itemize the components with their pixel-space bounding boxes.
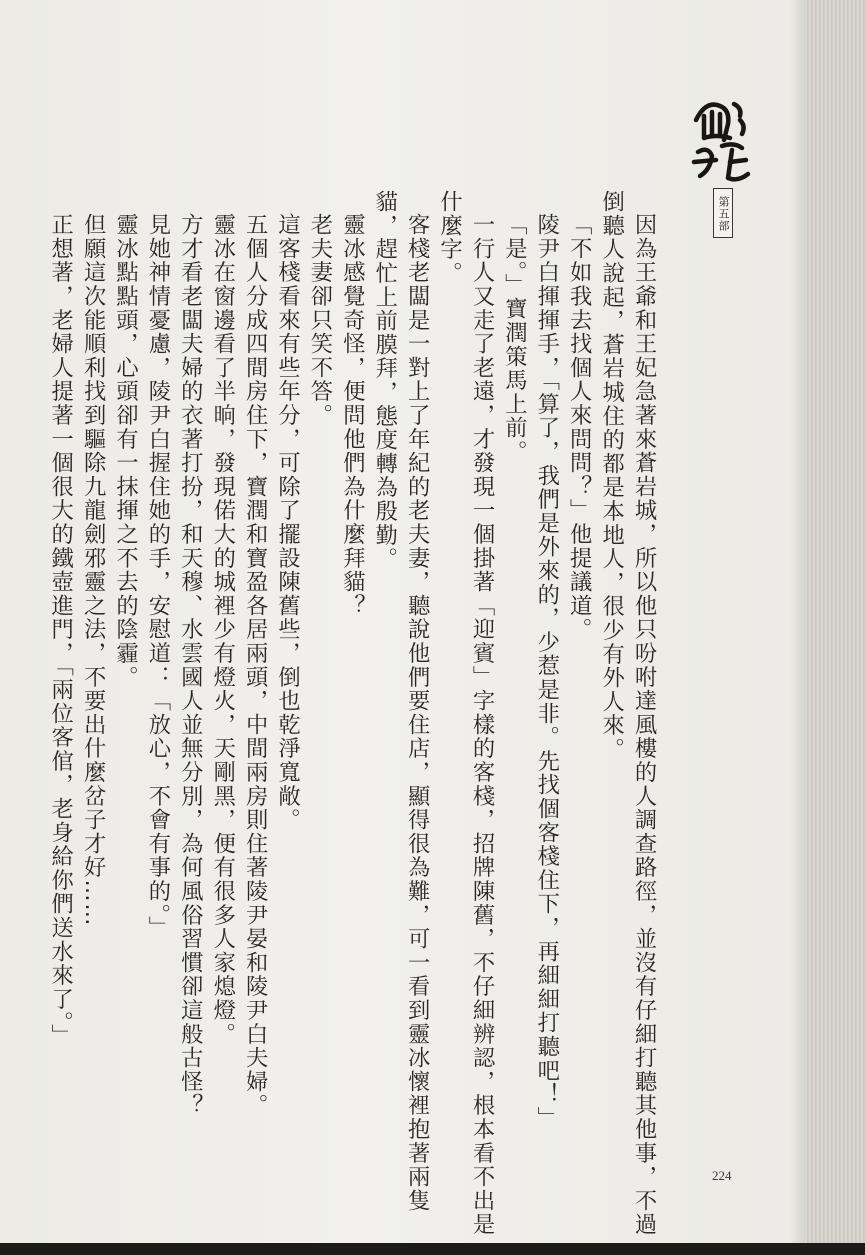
paragraph: 一行人又走了老遠，才發現一個掛著「迎賓」字樣的客棧，招牌陳舊，不仔細辨認，根本看不出是什麼字。 [436,190,495,1237]
paragraph: 靈冰點點頭，心頭卻有一抹揮之不去的陰霾。 [112,213,139,690]
paragraph: 陵尹白揮揮手，「算了，我們是外來的，少惹是非。先找個客棧住下，再細細打聽吧！」 [533,213,560,1131]
paragraph: 這客棧看來有些年分，可除了擺設陳舊些，倒也乾淨寬敞。 [274,213,301,833]
paragraph: 「是。」寶潤策馬上前。 [501,213,528,465]
paragraph: 見她神情憂慮，陵尹白握住她的手，安慰道：「放心，不會有事的。」 [144,213,171,941]
paragraph: 因為王爺和王妃急著來蒼岩城，所以他只吩咐達風樓的人調查路徑，並沒有仔細打聽其他事，不過倒聽人說起，蒼岩城住的都是本地人，很少有外人來。 [598,190,657,1237]
book-title-logo [690,90,754,190]
body-text [44,190,660,1240]
paragraph: 客棧老闆是一對上了年紀的老夫妻，聽說他們要住店，顯得很為難，可一看到靈冰懷裡抱著兩隻貓，趕忙上前膜拜，態度轉為殷勤。 [371,190,431,1214]
paragraph: 五個人分成四間房住下，寶潤和寶盈各居兩頭，中間兩房則住著陵尹晏和陵尹白夫婦。 [242,213,269,1118]
paragraph: 「不如我去找個人來問問？」他提議道。 [566,213,593,642]
page-number: 224 [712,1168,732,1183]
paragraph: 方才看老闆夫婦的衣著打扮，和天穆、水雲國人並無分別，為何風俗習慣卻這般古怪？ [177,213,204,1118]
part-label: 第五部 [713,188,733,238]
book-bottom-edge [0,1243,865,1255]
paragraph: 但願這次能順利找到驅除九龍劍邪靈之法，不要出什麼岔子才好…… [80,213,107,928]
page-gutter-shadow [790,0,805,1243]
book-page-edges [805,0,865,1243]
paragraph: 靈冰在窗邊看了半晌，發現偌大的城裡少有燈火，天剛黑，便有很多人家熄燈。 [209,213,236,1047]
paragraph: 靈冰感覺奇怪，便問他們為什麼拜貓？ [339,213,366,619]
paragraph: 老夫妻卻只笑不答。 [306,213,333,428]
paragraph: 正想著，老婦人提著一個很大的鐵壺進門，「兩位客倌，老身給你們送水來了。」 [47,213,74,1048]
